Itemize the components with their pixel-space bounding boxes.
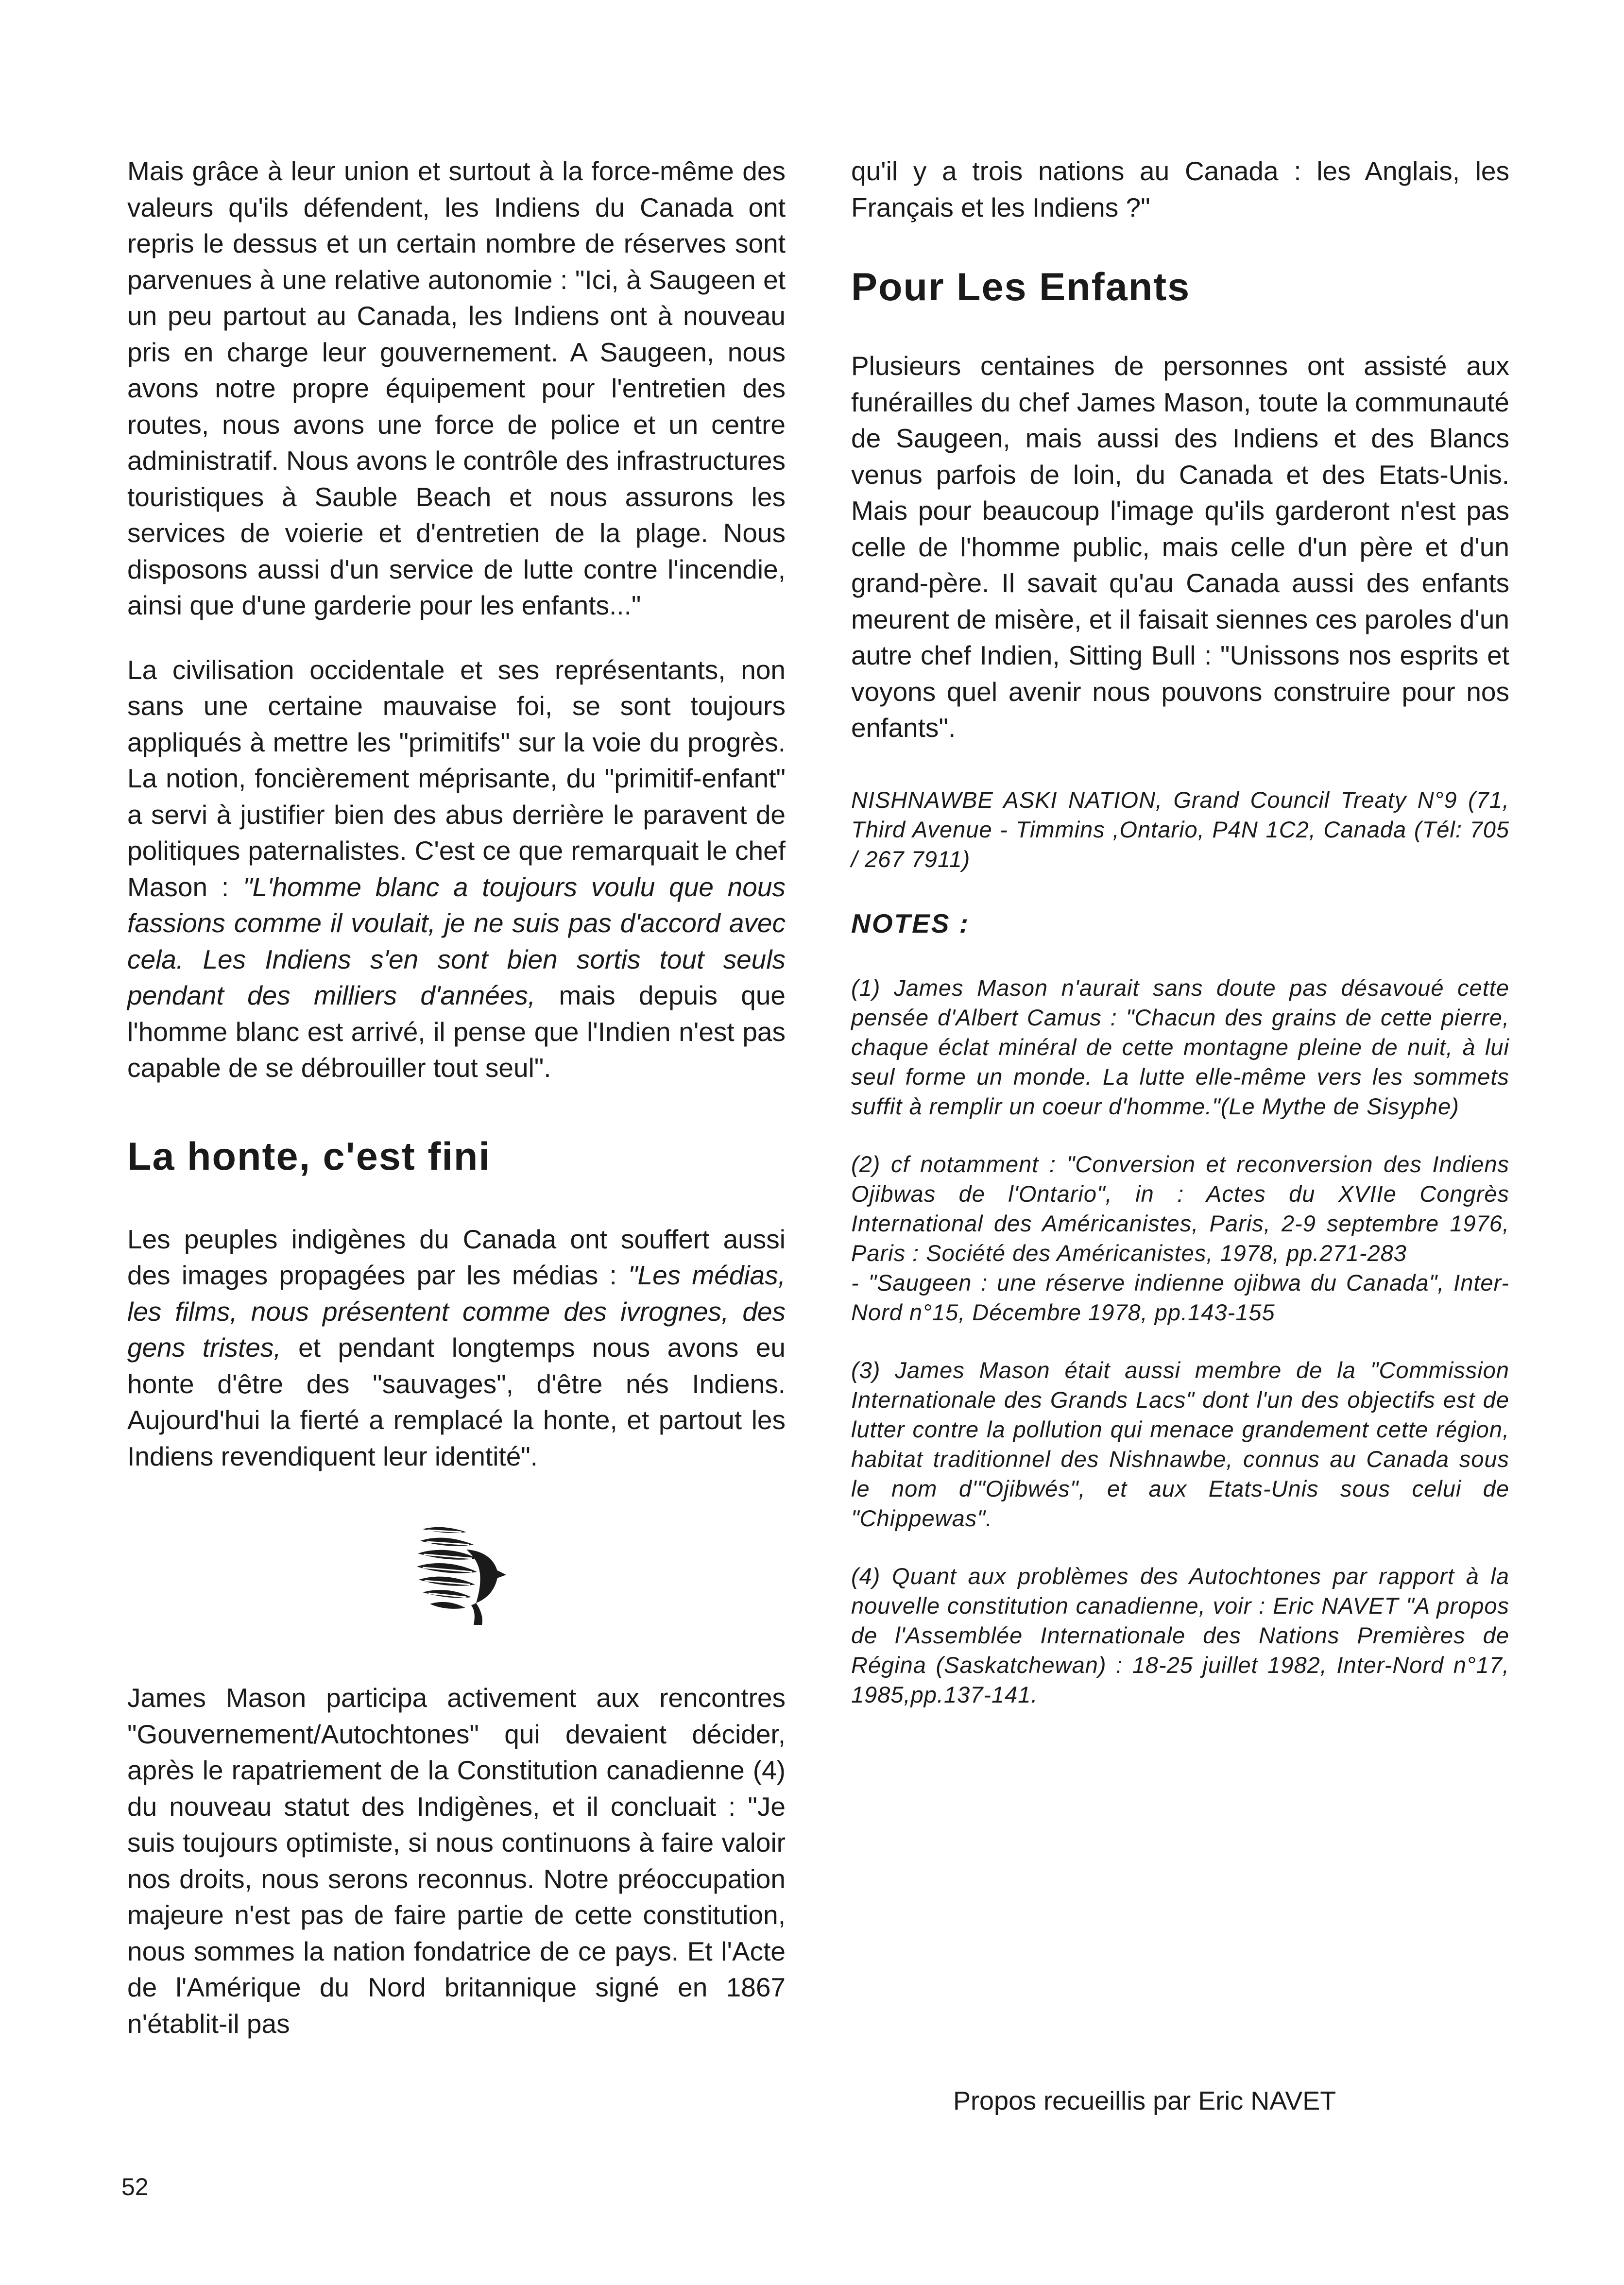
- right-column: [851, 153, 1509, 1738]
- footnote-2: (2) cf notamment : "Conversion et reconversion des Indiens Ojibwas de l'Ontario", in : Actes du XVIIe Congrès International des Américanistes, Paris, 2-9 septembre 1976, Paris : Société des Américanistes, 1978, pp.271-283: [851, 1151, 1509, 1266]
- right-paragraph-2: Plusieurs centaines de personnes ont assisté aux funérailles du chef James Mason, toute la communauté de Saugeen, mais aussi des Indiens et des Blancs venus parfois de loin, du Canada et des Etats-Unis. Mais pour beaucoup l'image qu'ils garderont n'est pas celle de l'homme public, mais celle d'un père et d'un grand-père. Il savait qu'au Canada aussi des enfants meurent de misère, et il faisait siennes ces paroles d'un autre chef Indien, Sitting Bull : "Unissons nos esprits et voyons quel avenir nous pouvons construire pour nos enfants".: [851, 351, 1509, 743]
- author-credit: Propos recueillis par Eric NAVET: [953, 2086, 1336, 2115]
- left-paragraph-2: [127, 652, 786, 1086]
- feather-headdress-emblem-icon: [393, 1520, 520, 1627]
- section-heading-pour-les-enfants: Pour Les Enfants: [851, 265, 1191, 309]
- left-paragraph-4: James Mason participa activement aux rencontres "Gouvernement/Autochtones" qui devaient décider, après le rapatriement de la Constitution canadienne (4) du nouveau statut des Indigènes, et il concluait : "Je suis toujours optimiste, si nous continuons à faire valoir nos droits, nous serons reconnus. Notre préoccupation majeure n'est pas de faire partie de cette constitution, nous sommes la nation fondatrice de ce pays. Et l'Acte de l'Amérique du Nord britannique signé en 1867 n'établit-il pas: [127, 1683, 786, 2039]
- paragraph-3-end: et pendant longtemps nous avons eu honte d'être des "sauvages", d'être nés Indiens. Aujourd'hui la fierté a remplacé la honte, et partout les Indiens revendiquent leur identité".: [127, 1332, 786, 1471]
- left-paragraph-1: Mais grâce à leur union et surtout à la force-même des valeurs qu'ils défendent, les Indiens du Canada ont repris le dessus et un certain nombre de réserves sont parvenues à une relative autonomie : "Ici, à Saugeen et un peu partout au Canada, les Indiens ont à nouveau pris en charge leur gouvernement. A Saugeen, nous avons notre propre équipement pour l'entretien des routes, nous avons une force de police et un centre administratif. Nous avons le contrôle des infrastructures touristiques à Sauble Beach et nous assurons les services de voierie et d'entretien de la plage. Nous disposons aussi d'un service de lutte contre l'incendie, ainsi que d'une garderie pour les enfants...": [127, 156, 786, 620]
- left-column: [127, 153, 786, 2042]
- footnote-2-continued: - "Saugeen : une réserve indienne ojibwa du Canada", Inter-Nord n°15, Décembre 1978, pp.143-155: [851, 1269, 1509, 1325]
- footnote-1: (1) James Mason n'aurait sans doute pas désavoué cette pensée d'Albert Camus : "Chacun des grains de cette pierre, chaque éclat minéral de cette montagne pleine de nuit, à lui seul forme un monde. La lutte elle-même vers les sommets suffit à remplir un coeur d'homme."(Le Mythe de Sisyphe): [851, 974, 1509, 1119]
- contact-address: NISHNAWBE ASKI NATION, Grand Council Treaty N°9 (71, Third Avenue - Timmins ,Ontario, P4N 1C2, Canada (Tél: 705 / 267 7911): [851, 786, 1509, 872]
- notes-title: NOTES :: [851, 908, 970, 938]
- footnote-3: (3) James Mason était aussi membre de la "Commission Internationale des Grands Lacs" dont l'un des objectifs est de lutter contre la pollution qui menace grandement cette région, habitat traditionnel des Nishnawbe, connus au Canada sous le nom d'"Ojibwés", et aux Etats-Unis sous celui de "Chippewas".: [851, 1357, 1509, 1531]
- paragraph-2-intro: La civilisation occidentale et ses représentants, non sans une certaine mauvaise foi, se sont toujours appliqués à mettre les "primitifs" sur la voie du progrès. La notion, foncièrement méprisante, du "primitif-enfant" a servi à justifier bien des abus derrière le paravent de politiques paternalistes. C'est ce que remarquait le chef Mason :: [127, 654, 786, 902]
- media-quote: "Les médias, les films, nous présentent comme des ivrognes, des gens tristes,: [127, 1260, 786, 1363]
- right-paragraph-1: qu'il y a trois nations au Canada : les Anglais, les Français et les Indiens ?": [851, 156, 1509, 222]
- mason-quote: "L'homme blanc a toujours voulu que nous fassions comme il voulait, je ne suis pas d'accord avec cela. Les Indiens s'en sont bien sortis tout seuls pendant des milliers d'années,: [127, 871, 786, 1010]
- footnote-4: (4) Quant aux problèmes des Autochtones par rapport à la nouvelle constitution canadienne, voir : Eric NAVET "A propos de l'Assemblée Internationale des Nations Premières de Régina (Saskatchewan) : 18-25 juillet 1982, Inter-Nord n°17, 1985,pp.137-141.: [851, 1563, 1509, 1707]
- section-heading-la-honte: La honte, c'est fini: [127, 1134, 491, 1178]
- paragraph-2-end: mais depuis que l'homme blanc est arrivé, il pense que l'Indien n'est pas capable de se débrouiller tout seul".: [127, 980, 786, 1083]
- left-paragraph-3: [127, 1221, 786, 1475]
- paragraph-3-intro: Les peuples indigènes du Canada ont souffert aussi des images propagées par les médias :: [127, 1224, 786, 1290]
- page-number: 52: [121, 2173, 149, 2200]
